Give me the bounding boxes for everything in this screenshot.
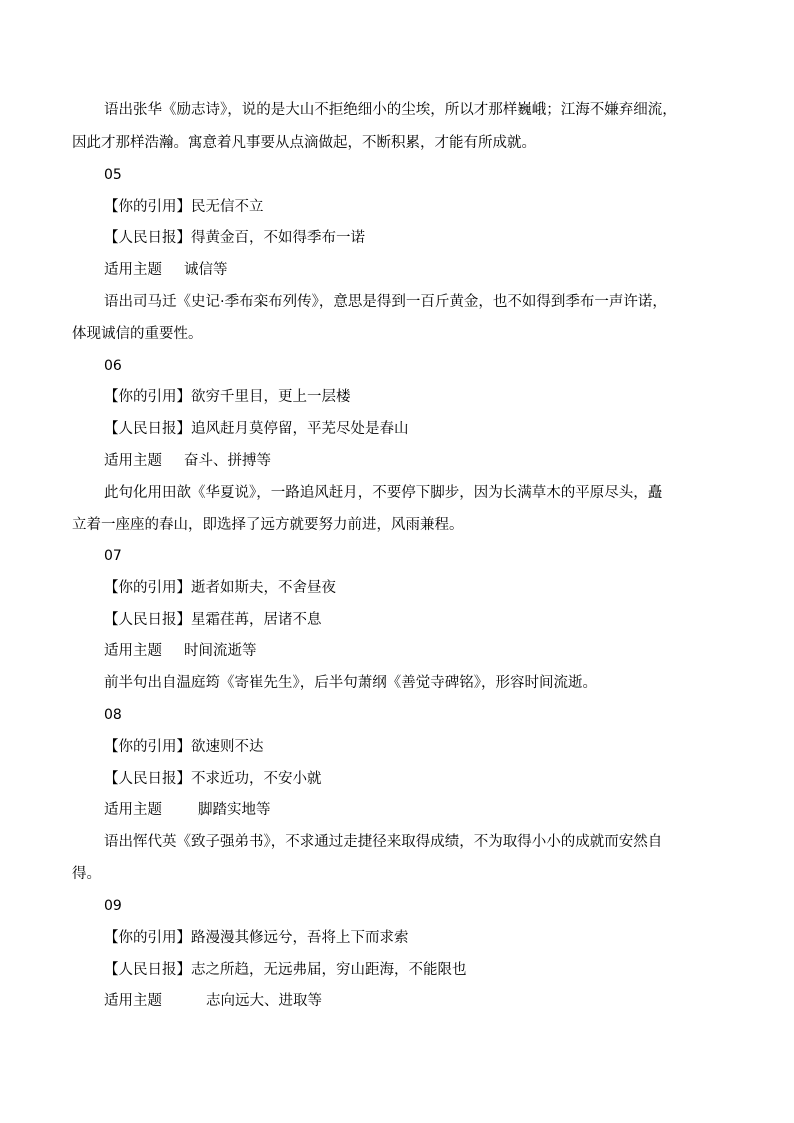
topic-value: 诚信等 xyxy=(184,262,228,278)
peoples-daily-quote: 【人民日报】追风赶月莫停留，平芜尽处是春山 xyxy=(104,421,409,437)
peoples-daily-quote: 【人民日报】得黄金百，不如得季布一诺 xyxy=(104,230,365,246)
item-number: 05 xyxy=(104,167,122,183)
your-quote: 【你的引用】路漫漫其修远兮，吾将上下而求索 xyxy=(104,930,409,946)
description-line: 此句化用田歆《华夏说》，一路追风赶月，不要停下脚步，因为长满草木的平原尽头，矗 xyxy=(104,485,663,501)
topic-row xyxy=(104,641,257,661)
description-line: 语出张华《励志诗》，说的是大山不拒绝细小的尘埃，所以才那样巍峨；江海不嫌弃细流， xyxy=(104,102,677,118)
description-line: 因此才那样浩瀚。寓意着凡事要从点滴做起，不断积累，才能有所成就。 xyxy=(72,135,536,151)
your-quote: 【你的引用】民无信不立 xyxy=(104,199,264,215)
your-quote: 【你的引用】欲穷千里目，更上一层楼 xyxy=(104,389,351,405)
description-line: 立着一座座的春山，即选择了远方就要努力前进，风雨兼程。 xyxy=(72,517,464,533)
topic-label: 适用主题 xyxy=(104,993,162,1009)
description-line: 语出司马迁《史记·季布栾布列传》，意思是得到一百斤黄金，也不如得到季布一声许诺， xyxy=(104,294,667,310)
topic-row xyxy=(104,260,228,280)
topic-label: 适用主题 xyxy=(104,453,162,469)
topic-row xyxy=(104,451,271,471)
description-line: 前半句出自温庭筠《寄崔先生》，后半句萧纲《善觉寺碑铭》，形容时间流逝。 xyxy=(104,675,597,691)
item-number: 09 xyxy=(104,898,122,914)
topic-label: 适用主题 xyxy=(104,802,162,818)
description-line: 体现诚信的重要性。 xyxy=(72,326,203,342)
topic-value: 志向远大、进取等 xyxy=(206,993,322,1009)
your-quote: 【你的引用】逝者如斯夫，不舍昼夜 xyxy=(104,580,336,596)
peoples-daily-quote: 【人民日报】志之所趋，无远弗届，穷山距海，不能限也 xyxy=(104,962,467,978)
topic-label: 适用主题 xyxy=(104,643,162,659)
your-quote: 【你的引用】欲速则不达 xyxy=(104,739,264,755)
item-number: 07 xyxy=(104,548,122,564)
description-line: 得。 xyxy=(72,866,101,882)
topic-label: 适用主题 xyxy=(104,262,162,278)
topic-value: 脚踏实地等 xyxy=(198,802,271,818)
topic-value: 时间流逝等 xyxy=(184,643,257,659)
peoples-daily-quote: 【人民日报】星霜荏苒，居诸不息 xyxy=(104,612,322,628)
item-number: 08 xyxy=(104,707,122,723)
topic-row xyxy=(104,991,322,1011)
peoples-daily-quote: 【人民日报】不求近功，不安小就 xyxy=(104,771,322,787)
topic-row xyxy=(104,800,271,820)
topic-value: 奋斗、拼搏等 xyxy=(184,453,271,469)
item-number: 06 xyxy=(104,358,122,374)
description-line: 语出恽代英《致子强弟书》，不求通过走捷径来取得成绩，不为取得小小的成就而安然自 xyxy=(104,834,663,850)
